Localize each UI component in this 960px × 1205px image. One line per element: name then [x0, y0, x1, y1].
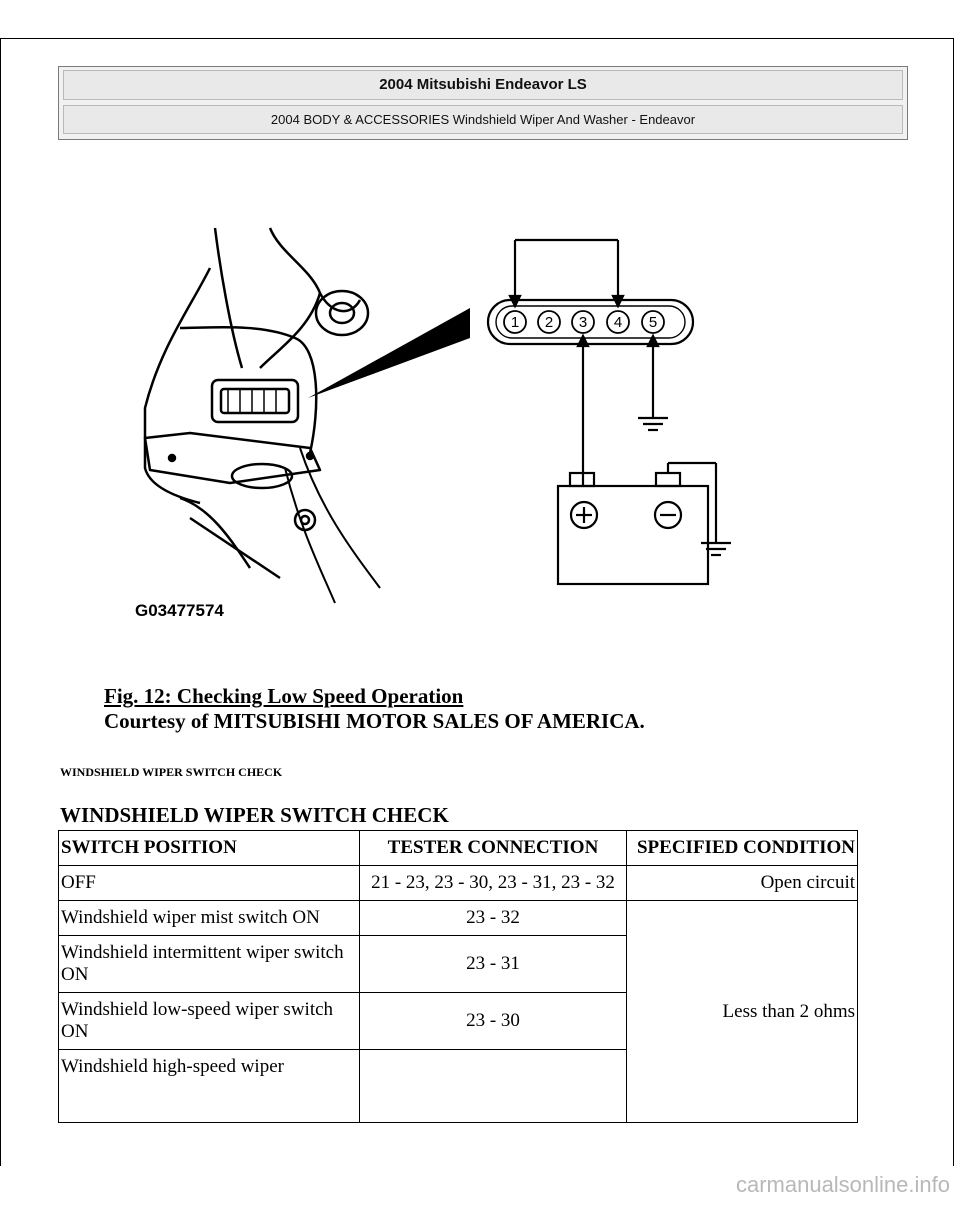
document-header — [58, 66, 908, 140]
cell-switch-position: Windshield intermittent wiper switch ON — [59, 936, 360, 993]
cell-specified-condition: Less than 2 ohms — [627, 901, 858, 1123]
pin-label-2: 2 — [544, 314, 554, 331]
pin-label-1: 1 — [510, 314, 520, 331]
connector-pins — [504, 311, 664, 333]
table-row — [59, 901, 858, 936]
cell-tester-connection: 21 - 23, 23 - 30, 23 - 31, 23 - 32 — [360, 866, 627, 901]
table-header-row — [59, 831, 858, 866]
connector-drawing — [488, 240, 731, 584]
watermark-text: carmanualsonline.info — [735, 1172, 950, 1197]
cell-specified-condition: Open circuit — [627, 866, 858, 901]
wiper-motor-diagram — [120, 208, 760, 638]
pin-label-3: 3 — [578, 314, 588, 331]
callout-pointer — [308, 308, 470, 398]
diagram-illustration — [120, 208, 760, 638]
switch-check-table — [58, 830, 858, 1123]
cell-switch-position: Windshield high-speed wiper — [59, 1050, 360, 1123]
vehicle-title: 2004 Mitsubishi Endeavor LS — [63, 70, 903, 100]
figure-caption-credit: Courtesy of MITSUBISHI MOTOR SALES OF AMERICA. — [104, 709, 645, 733]
pin-label-4: 4 — [613, 314, 623, 331]
section-label: WINDSHIELD WIPER SWITCH CHECK — [60, 765, 283, 779]
figure-caption — [104, 684, 645, 734]
cell-switch-position: Windshield low-speed wiper switch ON — [59, 993, 360, 1050]
figure-code: G03477574 — [135, 601, 224, 620]
cell-switch-position: Windshield wiper mist switch ON — [59, 901, 360, 936]
table-title: WINDSHIELD WIPER SWITCH CHECK — [60, 803, 449, 827]
figure-caption-title: Fig. 12: Checking Low Speed Operation — [104, 684, 464, 708]
wiper-motor-drawing — [145, 228, 380, 603]
cell-switch-position: OFF — [59, 866, 360, 901]
cell-tester-connection: 23 - 31 — [360, 936, 627, 993]
header-specified-condition: SPECIFIED CONDITION — [627, 831, 858, 866]
section-subtitle: 2004 BODY & ACCESSORIES Windshield Wiper And Washer - Endeavor — [63, 105, 903, 134]
cell-tester-connection: 23 - 32 — [360, 901, 627, 936]
cell-tester-connection: 23 - 30 — [360, 993, 627, 1050]
pin-label-5: 5 — [648, 314, 658, 331]
table-row — [59, 866, 858, 901]
header-tester-connection: TESTER CONNECTION — [360, 831, 627, 866]
header-switch-position: SWITCH POSITION — [59, 831, 360, 866]
cell-tester-connection — [360, 1050, 627, 1123]
